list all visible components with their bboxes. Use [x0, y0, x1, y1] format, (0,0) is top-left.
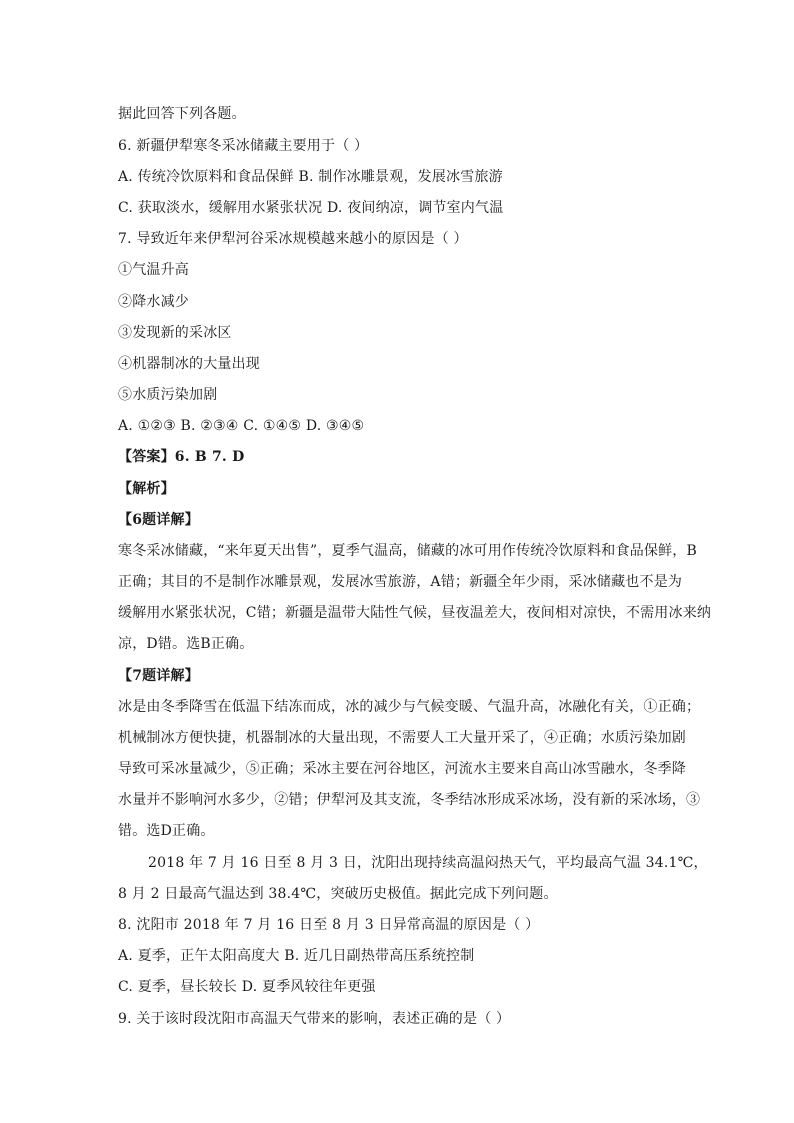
q6-explanation-line-3: 缓解用水紧张状况，C错；新疆是温带大陆性气候，昼夜温差大，夜间相对凉快，不需用冰来纳: [118, 605, 712, 621]
q7-item-4: ④机器制冰的大量出现: [118, 356, 260, 372]
intro-line: 据此回答下列各题。: [118, 106, 246, 122]
q8-options-cd: C. 夏季，昼长较长 D. 夏季风较往年更强: [118, 979, 376, 995]
question-8: 8. 沈阳市 2018 年 7 月 16 日至 8 月 3 日异常高温的原因是（ ）: [118, 917, 540, 933]
q7-explanation-line-4: 水量并不影响河水多少，②错；伊犁河及其支流，冬季结冰形成采冰场，没有新的采冰场，③: [118, 792, 701, 808]
question-6: 6. 新疆伊犁寒冬采冰储藏主要用于（ ）: [118, 138, 369, 154]
q6-explanation-line-4: 凉，D错。选B正确。: [118, 636, 254, 652]
q7-explanation-line-5: 错。选D正确。: [118, 823, 215, 839]
q8-options-ab: A. 夏季，正午太阳高度大 B. 近几日副热带高压系统控制: [118, 948, 475, 964]
q7-item-2: ②降水减少: [118, 294, 189, 310]
q6-options-cd: C. 获取淡水，缓解用水紧张状况 D. 夜间纳凉，调节室内气温: [118, 200, 504, 216]
q6-detail-heading: 【6题详解】: [118, 512, 199, 528]
question-9: 9. 关于该时段沈阳市高温天气带来的影响，表述正确的是（ ）: [118, 1011, 511, 1027]
answer-line: 【答案】6. B 7. D: [118, 449, 245, 465]
q7-explanation-line-2: 机械制冰方便快捷，机器制冰的大量出现，不需要人工大量开采了，④正确；水质污染加剧: [118, 730, 686, 746]
q7-item-1: ①气温升高: [118, 262, 189, 278]
q6-explanation-line-1: 寒冬采冰储藏，“来年夏天出售”，夏季气温高，储藏的冰可用作传统冷饮原料和食品保鲜，B: [118, 543, 698, 559]
q7-detail-heading: 【7题详解】: [118, 668, 199, 684]
shenyang-intro-line-1: 2018 年 7 月 16 日至 8 月 3 日，沈阳出现持续高温闷热天气，平均最高气温 34.1℃，: [148, 855, 708, 871]
shenyang-intro-line-2: 8 月 2 日最高气温达到 38.4℃，突破历史极值。据此完成下列问题。: [118, 886, 558, 902]
q7-options: A. ①②③ B. ②③④ C. ①④⑤ D. ③④⑤: [118, 418, 365, 434]
q6-explanation-line-2: 正确；其目的不是制作冰雕景观，发展冰雪旅游，A错；新疆全年少雨，采冰储藏也不是为: [118, 574, 683, 590]
question-7: 7. 导致近年来伊犁河谷采冰规模越来越小的原因是（ ）: [118, 231, 468, 247]
q7-item-3: ③发现新的采冰区: [118, 325, 232, 341]
q7-explanation-line-1: 冰是由冬季降雪在低温下结冻而成，冰的减少与气候变暖、气温升高，冰融化有关，①正确；: [118, 699, 701, 715]
q7-item-5: ⑤水质污染加剧: [118, 387, 218, 403]
q7-explanation-line-3: 导致可采冰量减少，⑤正确；采冰主要在河谷地区，河流水主要来自高山冰雪融水，冬季降: [118, 761, 686, 777]
analysis-heading: 【解析】: [118, 481, 175, 497]
q6-options-ab: A. 传统冷饮原料和食品保鲜 B. 制作冰雕景观，发展冰雪旅游: [118, 169, 503, 185]
